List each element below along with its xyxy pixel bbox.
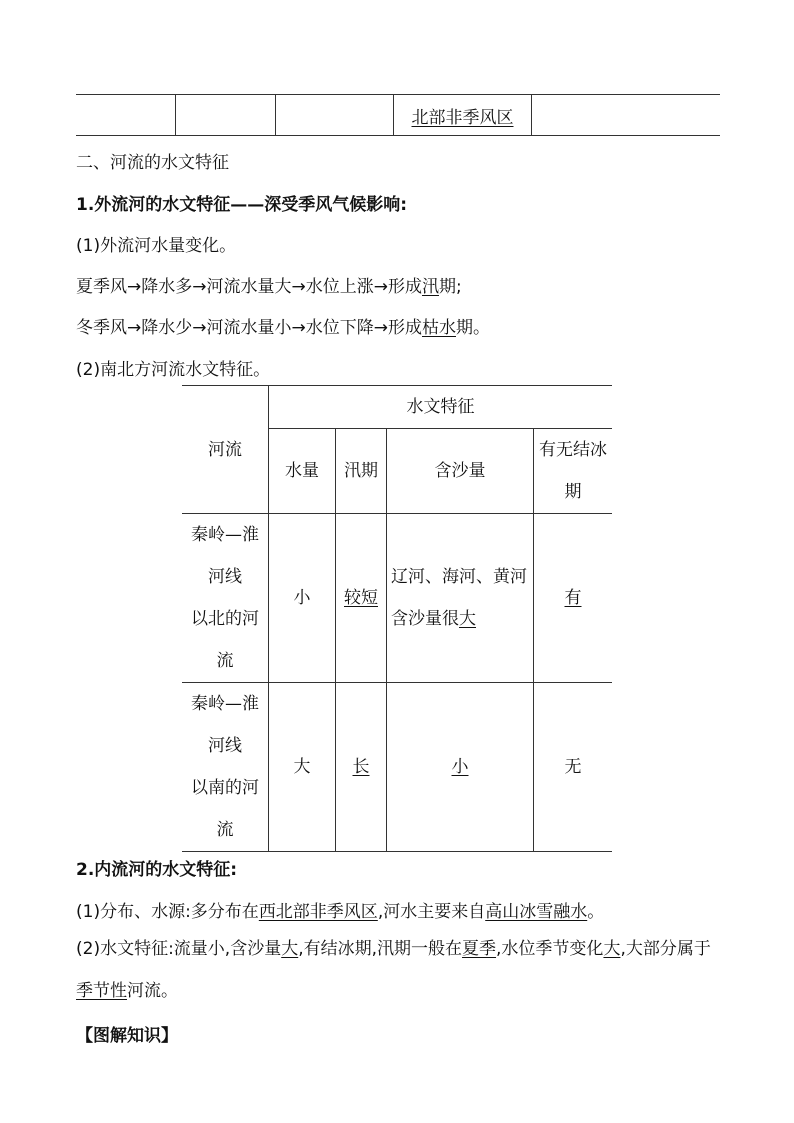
col-volume: 水量 <box>269 429 336 514</box>
header-river: 河流 <box>182 386 269 514</box>
table-row <box>182 514 612 683</box>
para-winter-monsoon: 冬季风→降水少→河流水量小→水位下降→形成枯水期。 <box>76 318 490 338</box>
para-distribution: (1)分布、水源:多分布在西北部非季风区,河水主要来自高山冰雪融水。 <box>76 902 605 922</box>
table-cell <box>76 95 176 136</box>
table-row <box>182 386 612 429</box>
heading-endorheic: 2.内流河的水文特征: <box>76 860 238 880</box>
table-cell <box>276 95 394 136</box>
north-flood: 较短 <box>336 514 387 683</box>
col-sediment: 含沙量 <box>387 429 534 514</box>
col-flood: 汛期 <box>336 429 387 514</box>
south-ice: 无 <box>534 683 613 852</box>
table-cell: 北部非季风区 <box>394 95 532 136</box>
north-volume: 小 <box>269 514 336 683</box>
river-north-name: 秦岭—淮 河线 以北的河 流 <box>182 514 269 683</box>
table-cell <box>532 95 721 136</box>
para-summer-monsoon: 夏季风→降水多→河流水量大→水位上涨→形成汛期; <box>76 277 462 297</box>
south-volume: 大 <box>269 683 336 852</box>
table-cell <box>176 95 276 136</box>
header-hydro: 水文特征 <box>269 386 613 429</box>
figure-label: 【图解知识】 <box>76 1026 178 1046</box>
north-sediment: 辽河、海河、黄河含沙量很大 <box>387 514 534 683</box>
para-north-south: (2)南北方河流水文特征。 <box>76 360 271 380</box>
river-south-name: 秦岭—淮 河线 以南的河 流 <box>182 683 269 852</box>
table-row <box>76 95 720 136</box>
para-hydro-features: (2)水文特征:流量小,含沙量大,有结冰期,汛期一般在夏季,水位季节变化大,大部分属于季节性河流。 <box>76 939 711 1001</box>
river-hydrology-table <box>182 385 612 852</box>
col-ice: 有无结冰期 <box>534 429 613 514</box>
para-volume-change: (1)外流河水量变化。 <box>76 236 237 256</box>
top-partial-table <box>76 94 720 136</box>
north-ice: 有 <box>534 514 613 683</box>
heading-exorheic: 1.外流河的水文特征——深受季风气候影响: <box>76 195 408 215</box>
section-title: 二、河流的水文特征 <box>76 153 229 173</box>
south-sediment: 小 <box>387 683 534 852</box>
table-row <box>182 683 612 852</box>
south-flood: 长 <box>336 683 387 852</box>
